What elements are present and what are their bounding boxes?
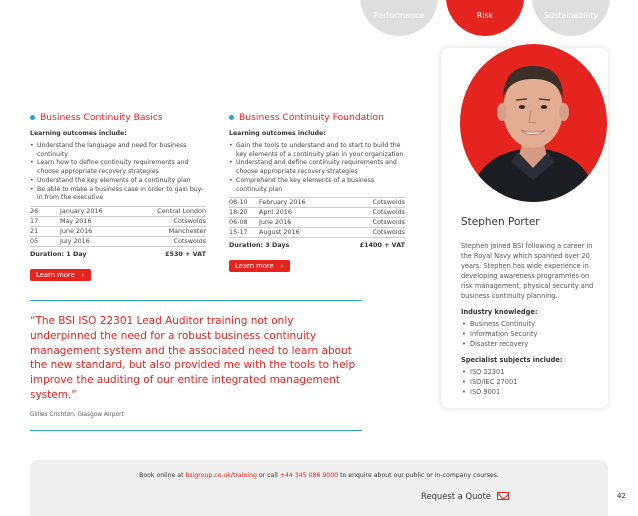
chevron-right-icon: › xyxy=(81,270,85,279)
date-month: January 2016 xyxy=(60,206,128,216)
list-item: • Comprehend the key elements of a business continuity plan xyxy=(229,177,405,194)
list-item: • ISO 9001 xyxy=(461,387,601,397)
course-title xyxy=(30,112,206,123)
course-business-continuity-foundation xyxy=(229,112,405,272)
quote-text: “The BSI ISO 22301 Lead Auditor training not only underpinned the need for a robust business continuity management system and the associated need to learn about the new standard, but also provided me with the tools to help improve the auditing of our entire integrated management system.” xyxy=(30,315,356,401)
outcomes-heading: Learning outcomes include: xyxy=(229,130,326,137)
trainer-name: Stephen Porter xyxy=(461,216,540,228)
trainer-photo xyxy=(460,44,607,202)
envelope-icon xyxy=(497,492,509,500)
course-summary xyxy=(229,241,405,249)
list-item: • Business Continuity xyxy=(461,319,601,329)
list-item: • Disaster recovery xyxy=(461,339,601,349)
date-day: 17 xyxy=(30,216,60,226)
date-day: 26 xyxy=(30,206,60,216)
date-month: June 2016 xyxy=(259,218,345,228)
date-day: 08-10 xyxy=(229,198,259,208)
booking-middle: or call xyxy=(258,472,278,479)
date-month: February 2016 xyxy=(259,198,345,208)
date-location: Cotswolds xyxy=(345,228,405,238)
table-row xyxy=(30,226,206,236)
bullet-dot-icon xyxy=(30,115,35,120)
course-summary xyxy=(30,250,206,258)
outcomes-list xyxy=(229,142,405,194)
booking-suffix: to enquire about our public or in-company courses. xyxy=(340,472,499,479)
booking-phone[interactable]: +44 345 086 9000 xyxy=(279,472,339,479)
list-item: • Understand the language and need for business continuity xyxy=(30,142,206,159)
table-row xyxy=(229,198,405,208)
date-location: Cotswolds xyxy=(128,216,206,226)
date-location: Cotswolds xyxy=(345,218,405,228)
list-item: • ISO/IEC 27001 xyxy=(461,377,601,387)
learn-more-button[interactable] xyxy=(30,269,91,281)
tab-performance[interactable] xyxy=(360,0,438,36)
date-day: 18-20 xyxy=(229,208,259,218)
specialist-list xyxy=(461,367,601,397)
date-location: Cotswolds xyxy=(345,198,405,208)
trainer-bio: Stephen joined BSI following a career in the Royal Navy which spanned over 20 years. Stephen has wide experience in developing awareness programmes on risk management, physical security and business continuity planning. xyxy=(461,242,594,300)
date-day: 21 xyxy=(30,226,60,236)
outcomes-list xyxy=(30,142,206,203)
request-quote-label: Request a Quote xyxy=(421,491,491,501)
date-location: Manchester xyxy=(128,226,206,236)
footer-bar xyxy=(30,460,608,516)
section-tabs xyxy=(360,0,610,36)
booking-info xyxy=(0,472,638,479)
course-title-text: Business Continuity Foundation xyxy=(239,112,384,123)
booking-link[interactable]: bsigroup.co.uk/training xyxy=(185,472,257,479)
course-business-continuity-basics xyxy=(30,112,206,281)
list-item: • Gain the tools to understand and to start to build the key elements of a continuity plan in your organization xyxy=(229,142,405,159)
date-location: Cotswolds xyxy=(128,236,206,246)
bullet-dot-icon xyxy=(229,115,234,120)
tab-label: Performance xyxy=(373,11,425,20)
date-month: May 2016 xyxy=(60,216,128,226)
list-item: • ISO 22301 xyxy=(461,367,601,377)
course-duration: Duration: 1 Day xyxy=(30,249,87,258)
learn-more-button[interactable] xyxy=(229,260,290,272)
person-portrait-icon xyxy=(460,44,607,202)
divider xyxy=(30,430,362,431)
date-month: August 2016 xyxy=(259,228,345,238)
divider xyxy=(30,300,362,301)
date-month: June 2016 xyxy=(60,226,128,236)
industry-list xyxy=(461,319,601,349)
dates-table xyxy=(30,206,206,247)
course-duration: Duration: 3 Days xyxy=(229,241,290,250)
course-price: £1400 + VAT xyxy=(359,241,405,250)
table-row xyxy=(30,206,206,216)
table-row xyxy=(229,208,405,218)
dates-table xyxy=(229,197,405,238)
table-row xyxy=(30,236,206,246)
table-row xyxy=(30,216,206,226)
learn-more-label: Learn more xyxy=(36,270,75,279)
list-item: • Be able to make a business case in order to gain buy-in from the executive xyxy=(30,186,206,203)
chevron-right-icon: › xyxy=(280,262,284,271)
outcomes-heading: Learning outcomes include: xyxy=(30,130,127,137)
course-price: £530 + VAT xyxy=(165,249,206,258)
table-row xyxy=(229,218,405,228)
request-quote-button[interactable] xyxy=(421,491,509,501)
course-title-text: Business Continuity Basics xyxy=(40,112,163,123)
date-month: July 2016 xyxy=(60,236,128,246)
course-title xyxy=(229,112,405,123)
date-day: 06-08 xyxy=(229,218,259,228)
date-month: April 2016 xyxy=(259,208,345,218)
list-item: • Understand the key elements of a continuity plan xyxy=(30,177,206,186)
tab-sustainability[interactable] xyxy=(532,0,610,36)
page-number: 42 xyxy=(617,492,626,500)
industry-heading: Industry knowledge: xyxy=(461,308,538,316)
booking-prefix: Book online at xyxy=(139,472,184,479)
tab-label: Sustainability xyxy=(543,11,599,20)
quote-attribution: Gillies Crichton, Glasgow Airport xyxy=(30,411,124,418)
date-day: 15-17 xyxy=(229,228,259,238)
date-day: 05 xyxy=(30,236,60,246)
list-item: • Learn how to define continuity requirements and choose appropriate recovery strategies xyxy=(30,159,206,176)
learn-more-label: Learn more xyxy=(235,262,274,271)
list-item: • Information Security xyxy=(461,329,601,339)
trainer-details xyxy=(461,216,601,404)
specialist-heading: Specialist subjects include: xyxy=(461,356,563,364)
date-location: Central London xyxy=(128,206,206,216)
list-item: • Understand and define continuity requirements and choose appropriate recovery strategies xyxy=(229,159,405,176)
tab-label: Risk xyxy=(476,11,494,20)
testimonial-quote xyxy=(30,300,362,431)
date-location: Cotswolds xyxy=(345,208,405,218)
table-row xyxy=(229,228,405,238)
tab-risk[interactable] xyxy=(446,0,524,36)
